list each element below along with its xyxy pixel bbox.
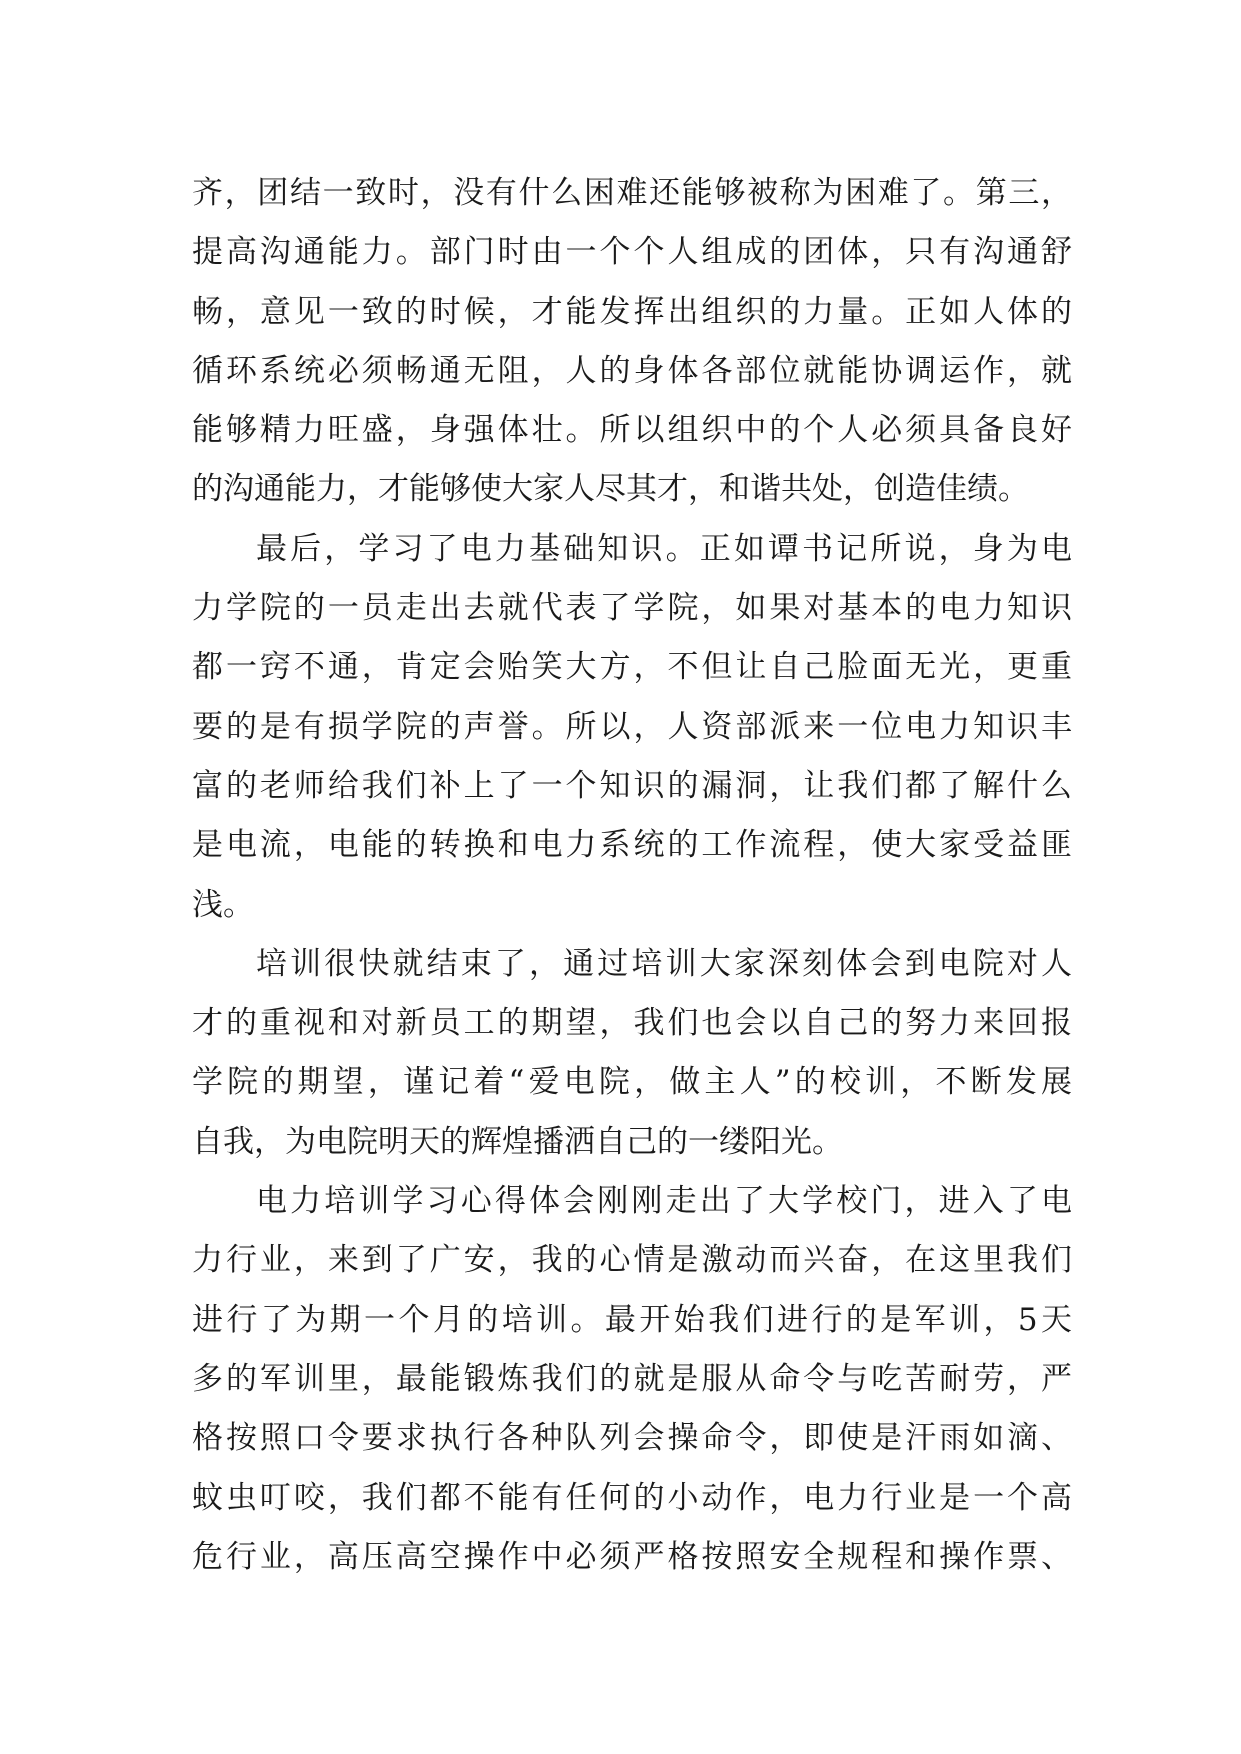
text-line: 畅，意见一致的时候，才能发挥出组织的力量。正如人体的 — [192, 293, 1072, 330]
text-line: 电力培训学习心得体会刚刚走出了大学校门，进入了电 — [256, 1183, 1072, 1220]
text-line: 的沟通能力，才能够使大家人尽其才，和谐共处，创造佳绩。 — [192, 471, 1029, 508]
text-line: 力学院的一员走出去就代表了学院，如果对基本的电力知识 — [192, 590, 1072, 627]
text-line: 浅。 — [192, 886, 254, 923]
text-line: 学院的期望，谨记着“爱电院，做主人”的校训，不断发展 — [192, 1064, 1072, 1101]
text-line: 最后，学习了电力基础知识。正如谭书记所说，身为电 — [256, 530, 1072, 567]
text-line: 蚊虫叮咬，我们都不能有任何的小动作，电力行业是一个高 — [192, 1479, 1072, 1516]
text-line: 能够精力旺盛，身强体壮。所以组织中的个人必须具备良好 — [192, 412, 1072, 449]
text-line: 都一窍不通，肯定会贻笑大方，不但让自己脸面无光，更重 — [192, 649, 1072, 686]
text-line: 多的军训里，最能锻炼我们的就是服从命令与吃苦耐劳，严 — [192, 1360, 1072, 1397]
text-line: 富的老师给我们补上了一个知识的漏洞，让我们都了解什么 — [192, 767, 1072, 804]
text-line: 循环系统必须畅通无阻，人的身体各部位就能协调运作，就 — [192, 352, 1072, 389]
text-line: 提高沟通能力。部门时由一个个人组成的团体，只有沟通舒 — [192, 234, 1072, 271]
text-line: 是电流，电能的转换和电力系统的工作流程，使大家受益匪 — [192, 827, 1072, 864]
text-line: 才的重视和对新员工的期望，我们也会以自己的努力来回报 — [192, 1005, 1072, 1042]
text-line: 危行业，高压高空操作中必须严格按照安全规程和操作票、 — [192, 1538, 1072, 1575]
text-line: 力行业，来到了广安，我的心情是激动而兴奋，在这里我们 — [192, 1242, 1072, 1279]
text-line: 自我，为电院明天的辉煌播洒自己的一缕阳光。 — [192, 1123, 843, 1160]
text-line: 培训很快就结束了，通过培训大家深刻体会到电院对人 — [256, 945, 1072, 982]
text-line: 格按照口令要求执行各种队列会操命令，即使是汗雨如滴、 — [192, 1420, 1072, 1457]
text-line: 要的是有损学院的声誉。所以，人资部派来一位电力知识丰 — [192, 708, 1072, 745]
text-line: 进行了为期一个月的培训。最开始我们进行的是军训，5天 — [192, 1301, 1072, 1338]
text-line: 齐，团结一致时，没有什么困难还能够被称为困难了。第三， — [192, 175, 1072, 211]
body-text — [192, 164, 1072, 1587]
